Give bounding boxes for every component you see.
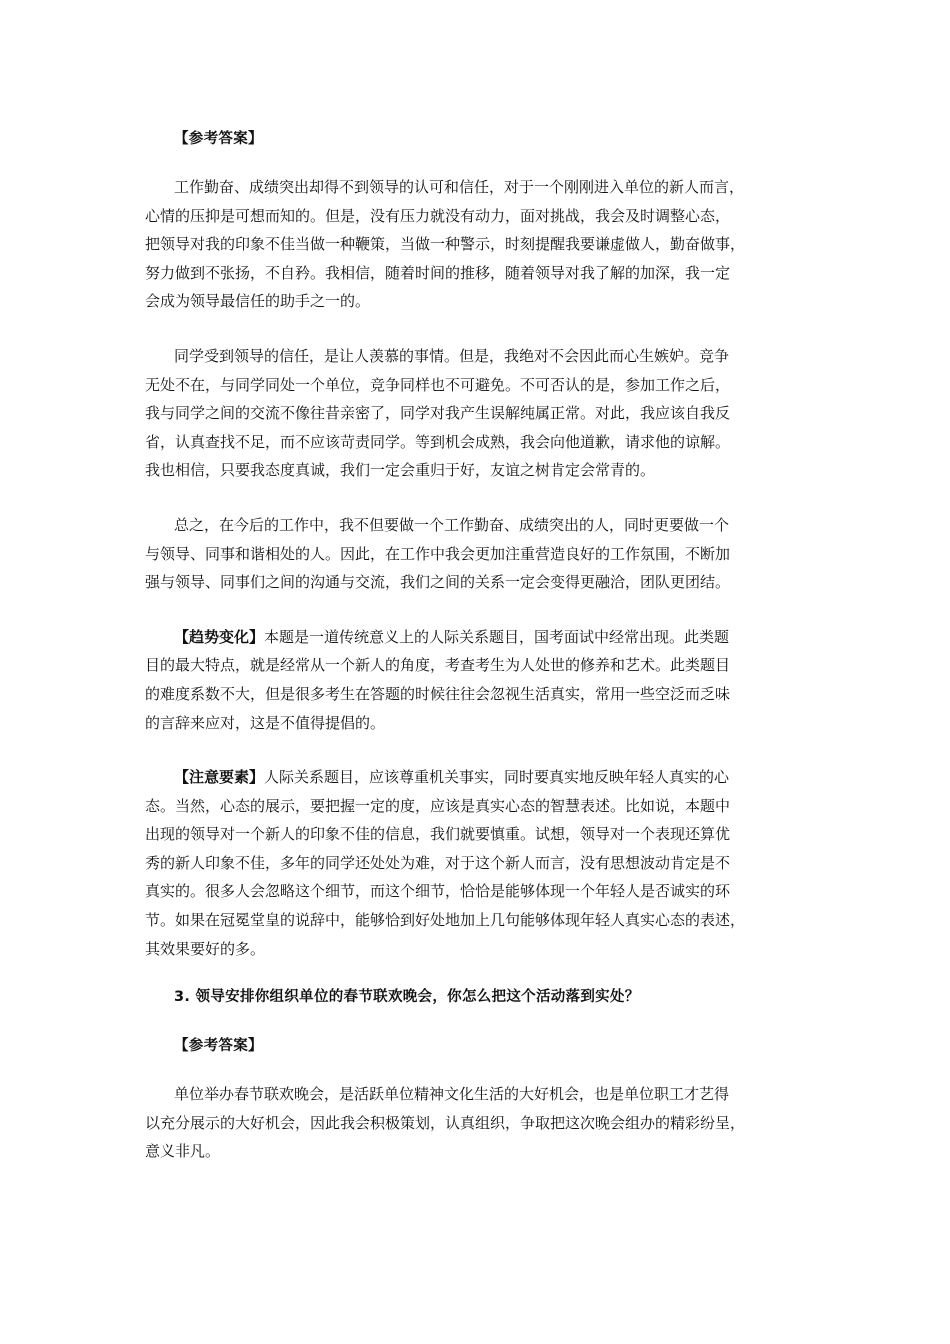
text-line: 省，认真查找不足，而不应该苛责同学。等到机会成熟，我会向他道歉，请求他的谅解。 (145, 432, 731, 451)
text-line: 目的最大特点，就是经常从一个新人的角度，考查考生为人处世的修养和艺术。此类题目 (145, 656, 731, 675)
answer-paragraph-4 (145, 1080, 810, 1166)
text-line: 态。当然，心态的展示，要把握一定的度，应该是真实心态的智慧表述。比如说，本题中 (145, 796, 731, 815)
trend-paragraph (145, 623, 810, 737)
text-line: 同学受到领导的信任，是让人羡慕的事情。但是，我绝对不会因此而心生嫉妒。竞争 (174, 346, 730, 365)
text-line: 真实的。很多人会忽略这个细节，而这个细节，恰恰是能够体现一个年轻人是否诚实的环 (145, 882, 731, 901)
text-line: 把领导对我的印象不佳当做一种鞭策，当做一种警示，时刻提醒我要谦虚做人，勤奋做事， (145, 235, 746, 254)
text-line: 我也相信，只要我态度真诚，我们一定会重归于好，友谊之树肯定会常青的。 (145, 461, 656, 480)
text-line: 我与同学之间的交流不像往昔亲密了，同学对我产生误解纯属正常。对此，我应该自我反 (145, 404, 731, 423)
text-line: 心情的压抑是可想而知的。但是，没有压力就没有动力，面对挑战，我会及时调整心态， (145, 206, 731, 225)
text-line: 意义非凡。 (145, 1142, 221, 1161)
text-line: 强与领导、同事们之间的沟通与交流，我们之间的关系一定会变得更融洽，团队更团结。 (145, 573, 731, 592)
question-3-heading: 3. 领导安排你组织单位的春节联欢晚会，你怎么把这个活动落到实处？ (174, 989, 640, 1006)
text-line: 无处不在，与同学同处一个单位，竞争同样也不可避免。不可否认的是，参加工作之后， (145, 375, 731, 394)
answer-paragraph-2 (145, 342, 810, 485)
text-line: 努力做到不张扬，不自矜。我相信，随着时间的推移，随着领导对我了解的加深，我一定 (145, 263, 731, 282)
document-page (145, 124, 810, 1166)
notice-paragraph (145, 763, 810, 963)
text-line (145, 763, 810, 792)
trend-label: 【趋势变化】 (174, 627, 265, 646)
text-line: 会成为领导最信任的助手之一的。 (145, 292, 371, 311)
answer-heading-1: 【参考答案】 (174, 131, 263, 147)
text-line: 出现的领导对一个新人的印象不佳的信息，我们就要慎重。试想，领导对一个表现还算优 (145, 825, 731, 844)
text-line: 其效果要好的多。 (145, 939, 266, 958)
notice-label: 【注意要素】 (174, 768, 265, 787)
text-line: 的言辞来应对，这是不值得提倡的。 (145, 713, 386, 732)
text-line: 秀的新人印象不佳，多年的同学还处处为难，对于这个新人而言，没有思想波动肯定是不 (145, 853, 731, 872)
answer-heading-2: 【参考答案】 (174, 1038, 263, 1055)
text-line: 节。如果在冠冕堂皇的说辞中，能够恰到好处地加上几句能够体现年轻人真实心态的表述， (145, 911, 746, 930)
text-line: 以充分展示的大好机会，因此我会积极策划，认真组织，争取把这次晚会组办的精彩纷呈， (145, 1113, 746, 1132)
text-line: 与领导、同事和谐相处的人。因此，在工作中我会更加注重营造良好的工作氛围，不断加 (145, 544, 731, 563)
text-line: 工作勤奋、成绩突出却得不到领导的认可和信任，对于一个刚刚进入单位的新人而言， (174, 178, 745, 196)
text-line (145, 623, 810, 652)
notice-line-text: 人际关系题目，应该尊重机关事实，同时要真实地反映年轻人真实的心 (264, 768, 730, 787)
text-line: 单位举办春节联欢晚会，是活跃单位精神文化生活的大好机会，也是单位职工才艺得 (174, 1085, 730, 1104)
answer-paragraph-1 (145, 173, 810, 316)
text-line: 的难度系数不大，但是很多考生在答题的时候往往会忽视生活真实，常用一些空泛而乏味 (145, 684, 731, 703)
trend-line-text: 本题是一道传统意义上的人际关系题目，国考面试中经常出现。此类题 (264, 627, 730, 646)
text-line: 总之，在今后的工作中，我不但要做一个工作勤奋、成绩突出的人，同时更要做一个 (174, 515, 730, 534)
answer-paragraph-3 (145, 511, 810, 597)
